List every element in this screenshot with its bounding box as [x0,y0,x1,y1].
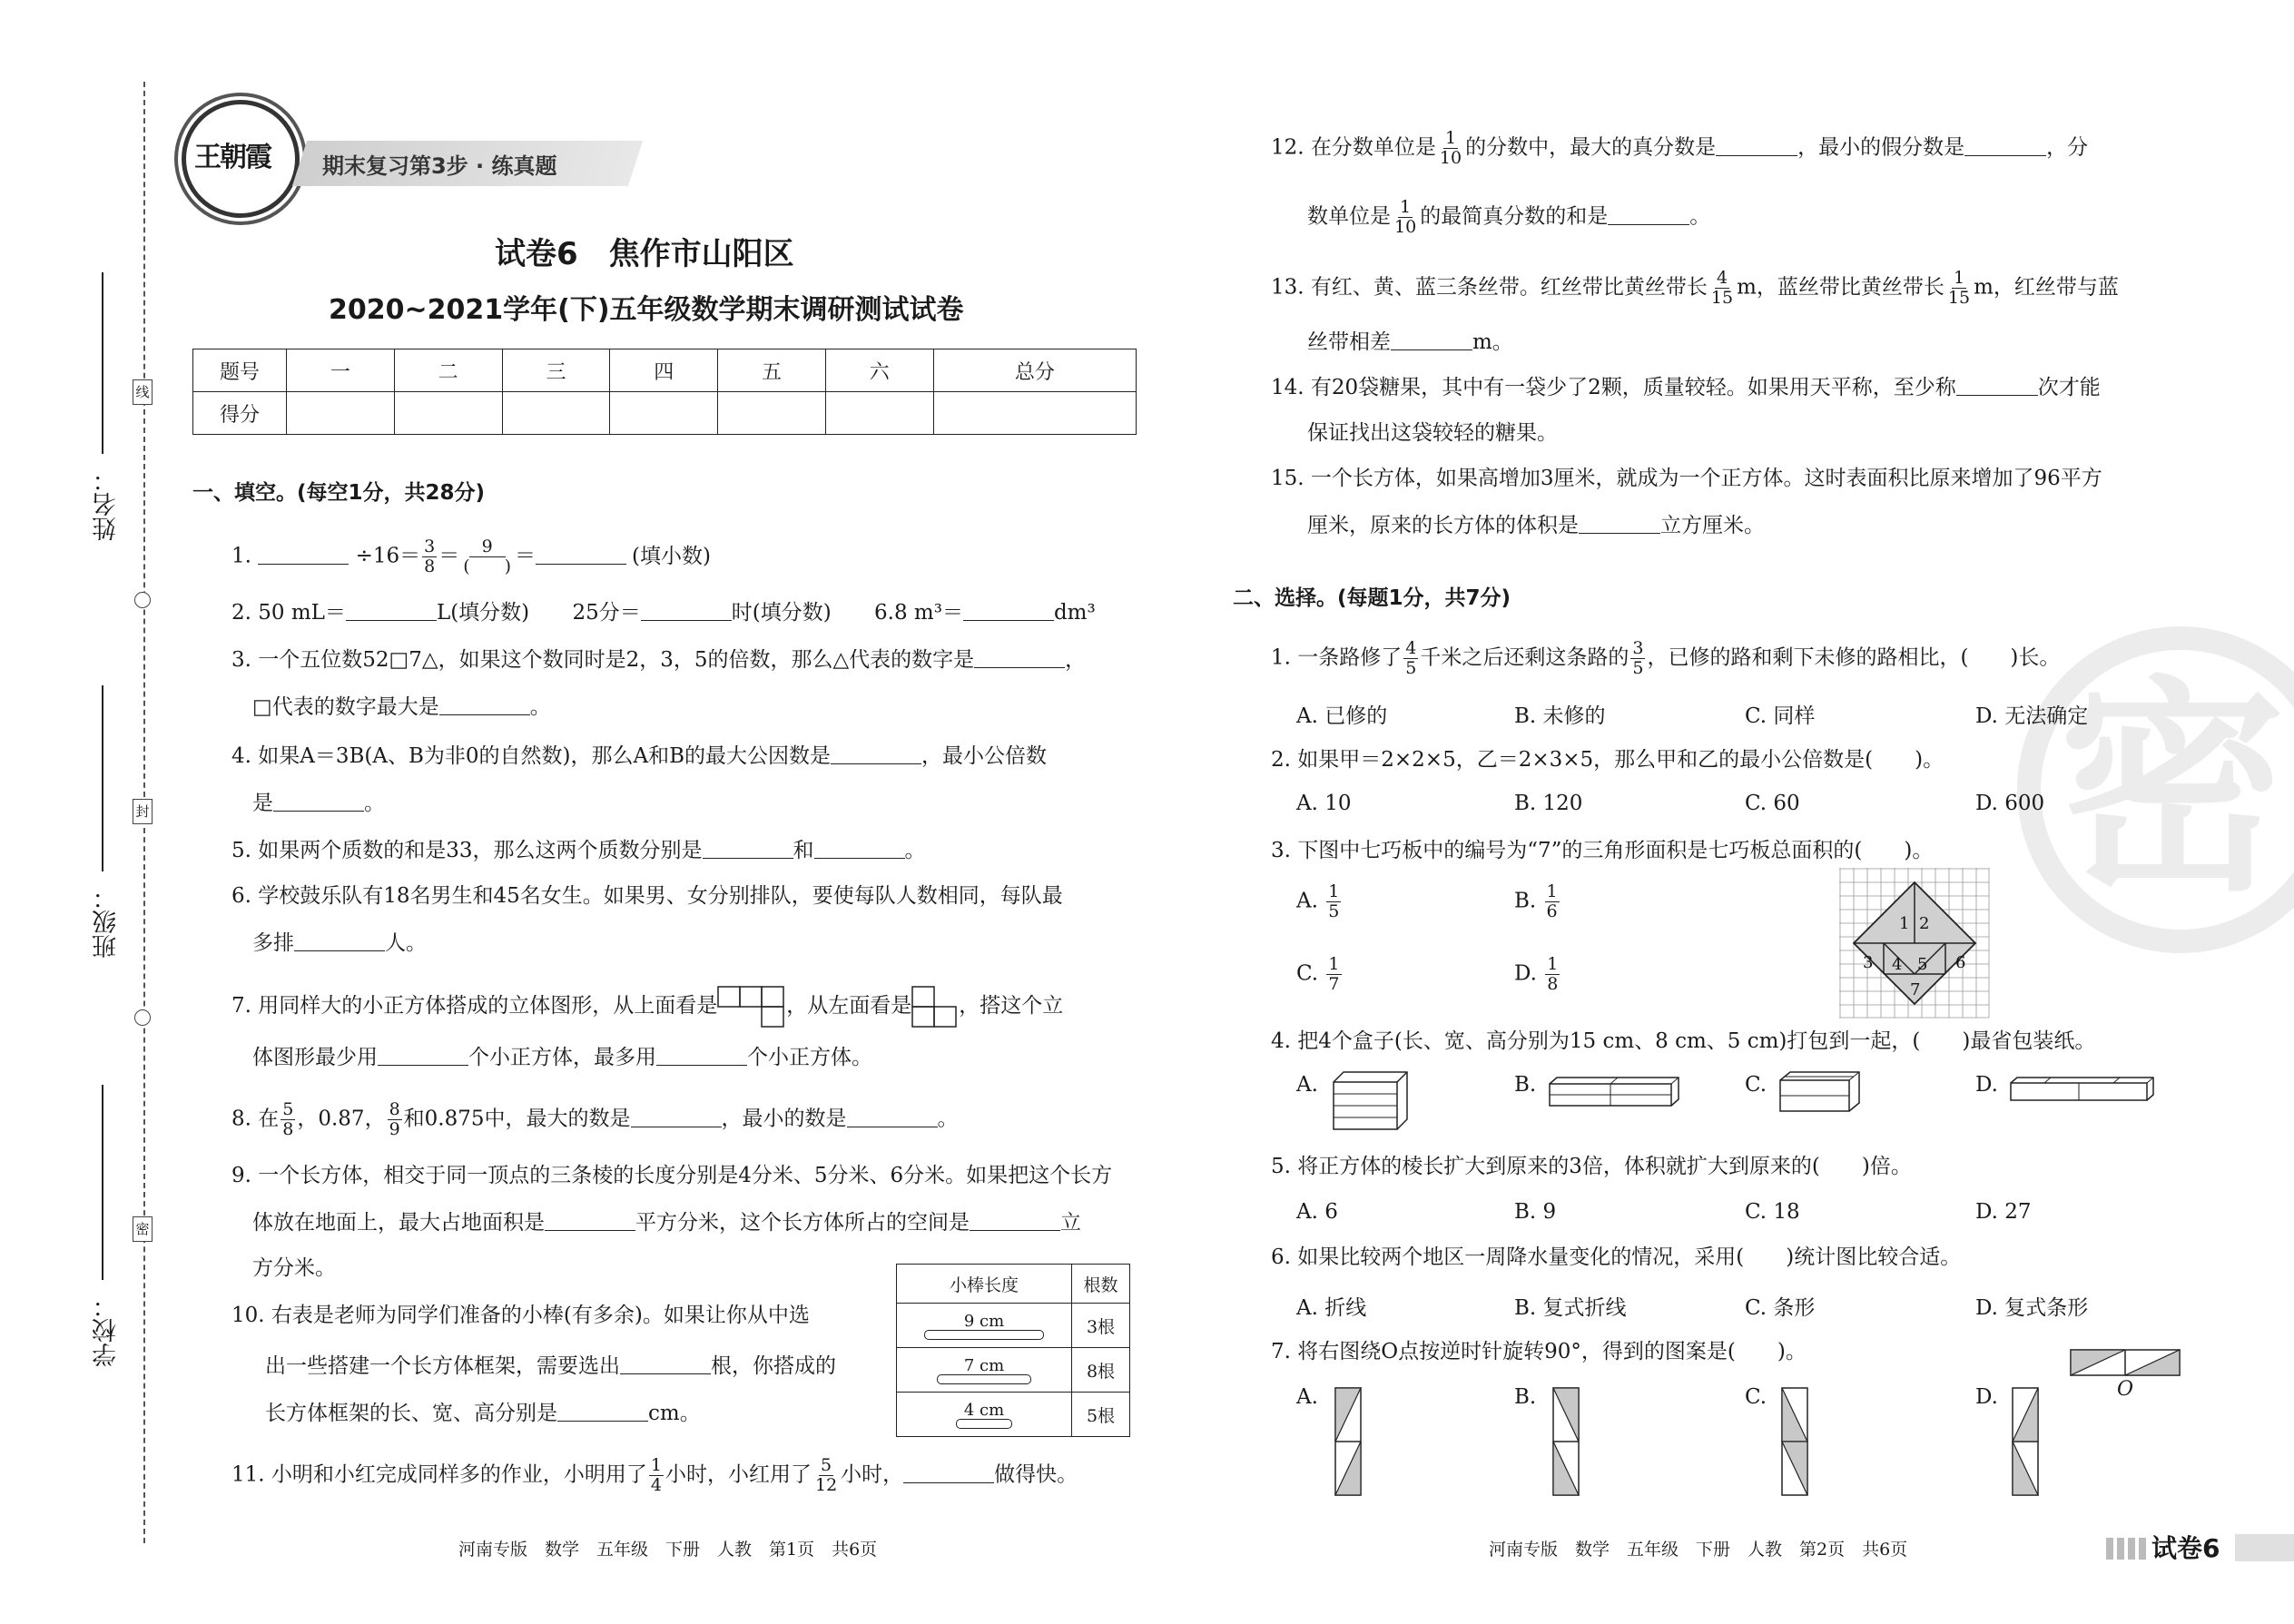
option-a[interactable]: A. 已修的 [1296,704,1388,728]
fraction: $\frac{3}{5}$ [1632,638,1644,678]
score-header-cell: 一 [287,349,395,392]
answer-blank[interactable] [974,647,1065,668]
option-d-figure [2012,1387,2041,1498]
option-c[interactable]: C. 18 [1745,1200,1800,1224]
choice-question-3: 3. 下图中七巧板中的编号为“7”的三角形面积是七巧板总面积的( )。 [1271,839,1934,862]
question-2: 2. 50 mL＝ L(填分数) 25分＝ 时(填分数) 6.8 m³＝ dm³ [231,601,1096,625]
stick-length-cell: 9 cm [897,1304,1072,1348]
answer-blank[interactable] [631,1107,722,1127]
score-header-cell: 三 [502,349,610,392]
fraction: $\frac{4}{5}$ [1405,638,1417,678]
question-15: 15. 一个长方体，如果高增加3厘米，就成为一个正方体。这时表面积比原来增加了96平方 [1271,467,2102,490]
answer-blank[interactable] [346,600,437,621]
score-header-cell: 题号 [193,349,287,392]
pivot-o-label: O [2117,1378,2134,1401]
fraction: $\frac{1}{15}$ [1947,268,1971,308]
option-c[interactable]: C. [1745,1073,1767,1097]
score-header-cell: 二 [394,349,502,392]
option-b[interactable]: B. [1514,1385,1537,1409]
answer-blank[interactable] [258,544,349,565]
fraction: $\frac{9}{( )}$ [463,536,512,576]
stick-header-length: 小棒长度 [897,1265,1072,1304]
option-b[interactable]: B. 未修的 [1514,704,1606,728]
option-c[interactable]: C. 同样 [1745,704,1816,728]
score-table [192,349,1137,435]
question-10-line3: 长方体框架的长、宽、高分别是 cm。 [265,1402,701,1425]
score-cell[interactable] [718,392,826,435]
left-view-icon [911,986,959,1028]
answer-blank[interactable] [1579,513,1660,534]
question-10: 10. 右表是老师为同学们准备的小棒(有多余)。如果让你从中选 [231,1304,810,1327]
answer-blank[interactable] [1716,135,1797,156]
footer-left: 河南专版 数学 五年级 下册 人教 第1页 共6页 [458,1540,878,1560]
score-header-cell: 总分 [933,349,1136,392]
option-a[interactable]: A. 6 [1296,1200,1338,1224]
school-line [102,1085,103,1280]
option-a[interactable]: A. 10 [1296,792,1352,815]
answer-blank[interactable] [378,1045,468,1066]
choice-question-7: 7. 将右图绕O点按逆时针旋转90°，得到的图案是( )。 [1271,1340,1807,1363]
option-d[interactable]: D. 600 [1975,792,2045,815]
top-view-icon [717,986,786,1028]
question-13: 13. 有红、黄、蓝三条丝带。红丝带比黄丝带长 $\frac{4}{15}$ m，蓝丝带比黄丝带长 $\frac{1}{15}$ m，红丝带与蓝 [1271,268,2119,308]
tangram-label: 4 [1892,955,1903,974]
stick-header-count: 根数 [1072,1265,1130,1304]
question-6: 6. 学校鼓乐队有18名男生和45名女生。如果男、女分别排队，要使每队人数相同，每队最 [231,884,1063,908]
cut-mark-secret: 密 [133,1216,153,1242]
answer-blank[interactable] [656,1045,747,1066]
fraction: $\frac{8}{9}$ [389,1099,400,1139]
answer-blank[interactable] [847,1107,938,1127]
question-9-line3: 方分米。 [252,1256,336,1280]
score-row-label: 得分 [193,392,287,435]
cut-mark-line: 线 [133,379,153,405]
option-a-figure [1334,1387,1364,1498]
question-3: 3. 一个五位数52□7△，如果这个数同时是2，3，5的倍数，那么△代表的数字是 ， [231,648,1087,672]
choice-question-6: 6. 如果比较两个地区一周降水量变化的情况，采用( )统计图比较合适。 [1271,1245,1962,1269]
question-10-line2: 出一些搭建一个长方体框架，需要选出 根，你搭成的 [265,1354,836,1378]
score-header-cell: 五 [718,349,826,392]
option-c[interactable]: C. $\frac{1}{7}$ [1296,954,1340,994]
choice-question-1: 1. 一条路修了 $\frac{4}{5}$ 千米之后还剩这条路的 $\frac{3}{5}$ ，已修的路和剩下未修的路相比，( )长。 [1271,638,2061,678]
banner-text: 期末复习第3步 · 练真题 [322,153,557,179]
tangram-label: 7 [1910,980,1921,999]
option-d[interactable]: D. 27 [1975,1200,2032,1224]
option-b[interactable]: B. 9 [1514,1200,1557,1224]
cut-mark-seal: 封 [133,799,153,824]
question-14-line2: 保证找出这袋较轻的糖果。 [1307,421,1558,445]
tangram-label: 1 [1899,914,1910,933]
score-header-cell: 六 [825,349,933,392]
question-1: 1. ÷16＝ $\frac{3}{8}$ ＝ $\frac{9}{( )}$ ＝ (填小数) [231,536,711,576]
option-a[interactable]: A. $\frac{1}{5}$ [1296,881,1340,921]
option-d[interactable]: D. 复式条形 [1975,1296,2089,1320]
fraction: $\frac{1}{4}$ [650,1455,662,1495]
option-a[interactable]: A. [1296,1385,1318,1409]
stick-table [896,1264,1130,1437]
question-14: 14. 有20袋糖果，其中有一袋少了2颗，质量较轻。如果用天平称，至少称 次才能 [1271,376,2101,399]
score-cell[interactable] [502,392,610,435]
option-b[interactable]: B. $\frac{1}{6}$ [1514,881,1558,921]
answer-blank[interactable] [970,1210,1060,1231]
footer-right: 河南专版 数学 五年级 下册 人教 第2页 共6页 [1489,1540,1908,1560]
answer-blank[interactable] [294,930,385,951]
option-b[interactable]: B. [1514,1073,1537,1097]
option-c[interactable]: C. [1745,1385,1767,1409]
question-12-line2: 数单位是 $\frac{1}{10}$ 的最简真分数的和是 。 [1307,197,1711,237]
footer-tag: 试卷6 [2151,1533,2220,1563]
stick-length-cell: 4 cm [897,1393,1072,1437]
cut-circle-1 [134,592,151,608]
answer-blank[interactable] [545,1210,635,1231]
rotation-source-figure [2070,1349,2182,1378]
class-label: 班级： [93,885,121,959]
tangram-label: 6 [1955,953,1966,972]
answer-blank[interactable] [1391,330,1472,350]
option-c-figure [1781,1387,1810,1498]
answer-blank[interactable] [1956,375,2038,396]
answer-blank[interactable] [1964,135,2046,156]
name-line [102,272,103,454]
box-stack-a [1333,1071,1409,1131]
box-stack-d [2010,1077,2155,1102]
option-c[interactable]: C. 60 [1745,792,1800,815]
question-9: 9. 一个长方体，相交于同一顶点的三条棱的长度分别是4分米、5分米、6分米。如果把这个长方 [231,1164,1113,1187]
class-line [102,685,103,871]
fraction: $\frac{1}{10}$ [1439,128,1462,168]
option-c[interactable]: C. 条形 [1745,1296,1816,1320]
choice-question-2: 2. 如果甲＝2×2×5，乙＝2×3×5，那么甲和乙的最小公倍数是( )。 [1271,748,1944,772]
answer-blank[interactable] [831,743,921,764]
score-cell[interactable] [610,392,718,435]
choice-question-4: 4. 把4个盒子(长、宽、高分别为15 cm、8 cm、5 cm)打包到一起，( )最省包装纸。 [1271,1029,2096,1053]
answer-blank[interactable] [963,600,1054,621]
answer-blank[interactable] [620,1353,711,1374]
tangram-figure [1839,868,1990,1019]
option-b-figure [1552,1387,1581,1498]
option-b[interactable]: B. 120 [1514,792,1583,815]
choice-question-5: 5. 将正方体的棱长扩大到原来的3倍，体积就扩大到原来的( )倍。 [1271,1155,1912,1178]
answer-blank[interactable] [1608,204,1689,225]
section1-heading: 一、填空。(每空1分，共28分) [192,481,486,505]
answer-blank[interactable] [641,600,732,621]
answer-blank[interactable] [703,838,793,859]
tangram-label: 5 [1917,955,1928,974]
tag-deco [2106,1538,2146,1560]
page-title: 试卷6 焦作市山阳区 [495,236,794,272]
name-label: 姓名： [93,468,121,541]
score-cell[interactable] [394,392,502,435]
tangram-label: 3 [1863,953,1874,972]
score-cell[interactable] [933,392,1136,435]
question-11: 11. 小明和小红完成同样多的作业，小明用了 $\frac{1}{4}$ 小时，小红用了 $\frac{5}{12}$ 小时， 做得快。 [231,1455,1078,1495]
option-d[interactable]: D. $\frac{1}{8}$ [1514,954,1559,994]
fraction: $\frac{3}{8}$ [424,536,436,576]
stick-count-cell: 8根 [1072,1348,1130,1393]
score-cell[interactable] [287,392,395,435]
cut-circle-2 [134,1009,151,1026]
option-d[interactable]: D. [1975,1073,1998,1097]
logo-text: 王朝霞 [194,142,271,173]
score-cell[interactable] [825,392,933,435]
fraction: $\frac{4}{15}$ [1710,268,1734,308]
option-d[interactable]: D. [1975,1385,1998,1409]
option-a[interactable]: A. 折线 [1296,1296,1367,1320]
question-8: 8. 在 $\frac{5}{8}$ ，0.87， $\frac{8}{9}$ 和0.875中，最大的数是 ，最小的数是 。 [231,1099,959,1139]
watermark-text: 密 [2059,657,2286,921]
question-15-line2: 厘米，原来的长方体的体积是 立方厘米。 [1307,514,1765,537]
option-d[interactable]: D. 无法确定 [1975,704,2089,728]
question-6-line2: 多排 人。 [252,931,427,955]
answer-blank[interactable] [814,838,905,859]
answer-blank[interactable] [273,791,364,812]
question-13-line2: 丝带相差 m。 [1307,330,1513,354]
score-header-cell: 四 [610,349,718,392]
option-b[interactable]: B. 复式折线 [1514,1296,1627,1320]
question-3-line2: □代表的数字最大是 。 [252,695,551,719]
question-5: 5. 如果两个质数的和是33，那么这两个质数分别是 和 。 [231,839,926,862]
question-7: 7. 用同样大的小正方体搭成的立体图形，从上面看是 ，从左面看是 ，搭这个立 [231,986,1063,1028]
stick-count-cell: 5根 [1072,1393,1130,1437]
box-stack-b [1549,1077,1679,1107]
fraction: $\frac{1}{10}$ [1394,197,1417,237]
stick-length-cell: 7 cm [897,1348,1072,1393]
stick-count-cell: 3根 [1072,1304,1130,1348]
section2-heading: 二、选择。(每题1分，共7分) [1233,586,1511,610]
question-12: 12. 在分数单位是 $\frac{1}{10}$ 的分数中，最大的真分数是 ，最小的假分数是 ，分 [1271,128,2089,168]
answer-blank[interactable] [557,1401,648,1422]
option-a[interactable]: A. [1296,1073,1318,1097]
school-label: 学校： [93,1294,121,1367]
question-4: 4. 如果A＝3B(A、B为非0的自然数)，那么A和B的最大公因数是 ，最小公倍数 [231,744,1048,768]
box-stack-c [1779,1071,1861,1113]
page-subtitle: 2020~2021学年(下)五年级数学期末调研测试试卷 [329,294,964,326]
question-7-line2: 体图形最少用 个小正方体，最多用 个小正方体。 [252,1046,872,1069]
fraction: $\frac{5}{12}$ [814,1455,838,1495]
answer-blank[interactable] [439,694,530,715]
answer-blank[interactable] [536,544,626,565]
fraction: $\frac{5}{8}$ [282,1099,294,1139]
tag-bar [2235,1534,2294,1561]
answer-blank[interactable] [903,1462,994,1483]
tangram-label: 2 [1919,914,1930,933]
question-9-line2: 体放在地面上，最大占地面积是 平方分米，这个长方体所占的空间是 立 [252,1211,1081,1235]
question-4-line2: 是 。 [252,792,385,815]
